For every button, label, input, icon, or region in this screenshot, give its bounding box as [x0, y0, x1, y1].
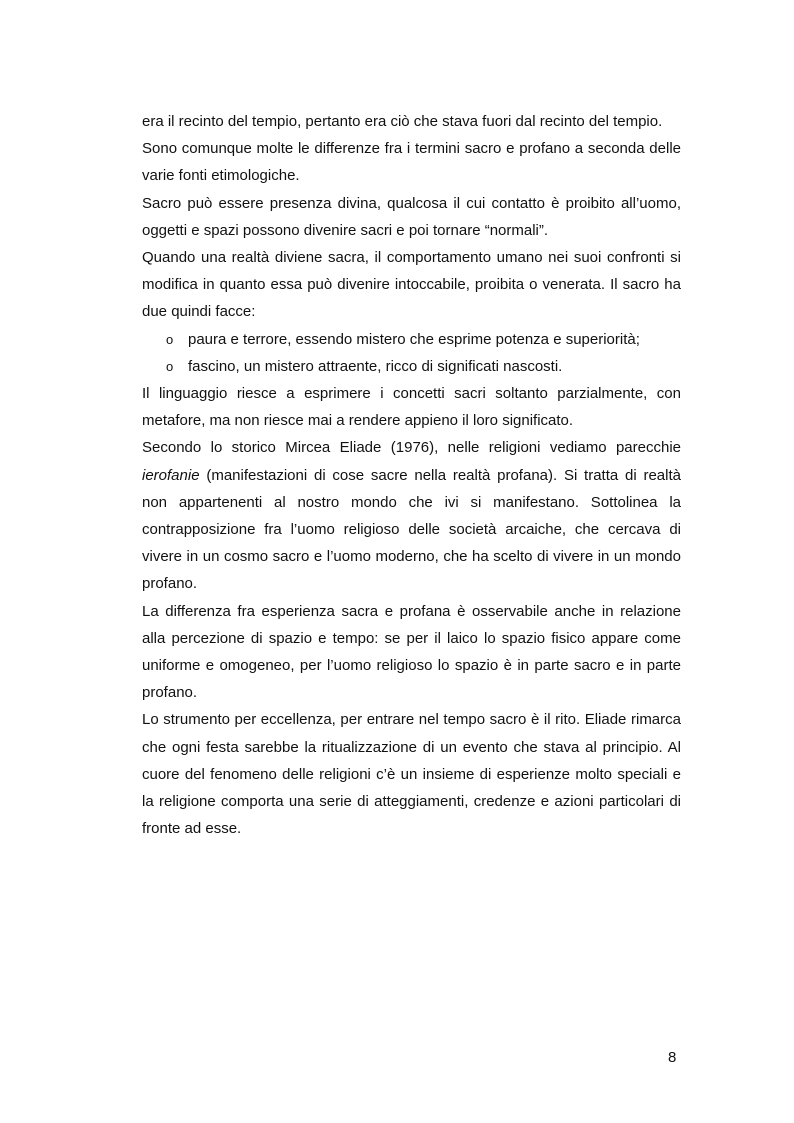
paragraph: Sacro può essere presenza divina, qualcosa il cui contatto è proibito all’uomo, oggetti e spazi possono divenire sacri e poi tornare “normali”.: [142, 194, 681, 239]
bullet-icon: o: [166, 358, 174, 374]
paragraph: Sono comunque molte le differenze fra i termini sacro e profano a seconda delle varie fonti etimologiche.: [142, 140, 681, 185]
paragraph: Lo strumento per eccellenza, per entrare nel tempo sacro è il rito. Eliade rimarca che ogni festa sarebbe la ritualizzazione di un evento che stava al principio. Al cuore del fenomeno delle religioni c’è un insieme di esperienze molto speciali e la religione comporta una serie di atteggiamenti, credenze e azioni particolari di fronte ad esse.: [142, 711, 681, 838]
eliade-lead: Secondo lo storico Mircea Eliade (1976), nelle religioni vediamo parecchie: [142, 439, 681, 457]
page-body: [142, 108, 681, 842]
list-item-text: paura e terrore, essendo mistero che esprime potenza e superiorità;: [188, 330, 640, 348]
term-ierofanie: ierofanie: [142, 466, 200, 484]
page-number: 8: [668, 1049, 677, 1066]
paragraph: Quando una realtà diviene sacra, il comportamento umano nei suoi confronti si modifica in quanto essa può divenire intoccabile, proibita o venerata. Il sacro ha due quindi facce:: [142, 249, 681, 321]
paragraph-eliade: [142, 434, 681, 597]
paragraph: era il recinto del tempio, pertanto era ciò che stava fuori dal recinto del tempio.: [142, 113, 663, 130]
paragraph: Il linguaggio riesce a esprimere i concetti sacri soltanto parzialmente, con metafore, ma non riesce mai a rendere appieno il loro significato.: [142, 385, 681, 430]
eliade-rest: (manifestazioni di cose sacre nella realtà profana). Si tratta di realtà non appartenenti al nostro mondo che ivi si manifestano. Sottolinea la contrapposizione fra l’uomo religioso delle società arcaiche, che cercava di vivere in un cosmo sacro e l’uomo moderno, che ha scelto di vivere in un mondo profano.: [142, 466, 681, 593]
list-item: [166, 326, 681, 353]
bullet-list: [142, 326, 681, 380]
paragraph: La differenza fra esperienza sacra e profana è osservabile anche in relazione alla percezione di spazio e tempo: se per il laico lo spazio fisico appare come uniforme e omogeneo, per l’uomo religioso lo spazio è in parte sacro e in parte profano.: [142, 602, 681, 702]
list-item: [166, 353, 681, 380]
list-item-text: fascino, un mistero attraente, ricco di significati nascosti.: [188, 357, 563, 375]
bullet-icon: o: [166, 331, 174, 347]
